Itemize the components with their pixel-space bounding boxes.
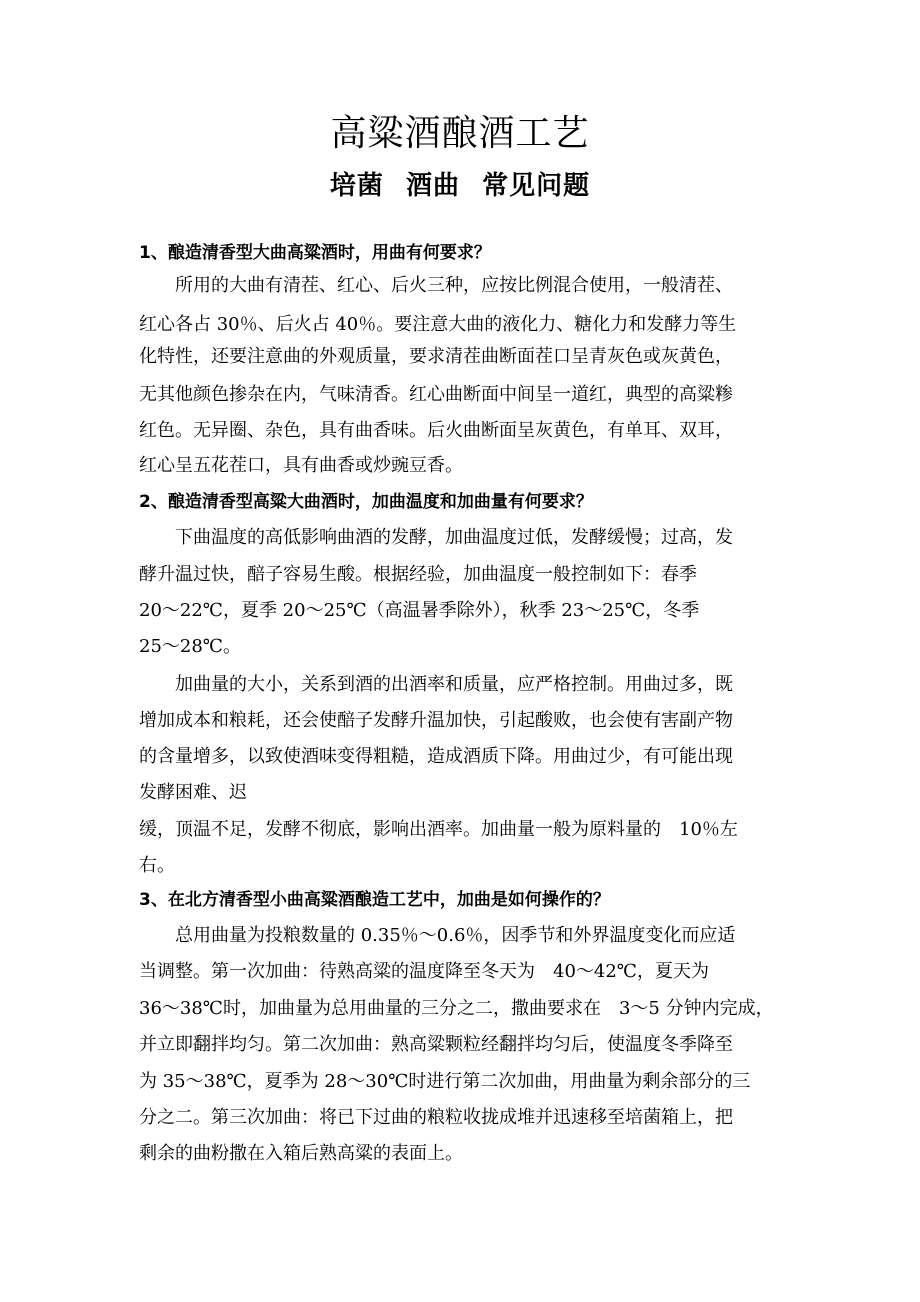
body-line: 右。: [139, 855, 175, 876]
body-line: 无其他颜色掺杂在内，气味清香。红心曲断面中间呈一道红，典型的高粱糁: [139, 384, 733, 405]
body-line: 为 35～38℃，夏季为 28～30℃时进行第二次加曲，用曲量为剩余部分的三: [139, 1071, 751, 1092]
body-line: 剩余的曲粉撒在入箱后熟高粱的表面上。: [139, 1143, 463, 1164]
body-line: 增加成本和粮耗，还会使醅子发酵升温加快，引起酸败，也会使有害副产物: [139, 710, 733, 731]
body-line: 发酵困难、迟: [139, 782, 247, 803]
subtitle-part: 培菌: [329, 171, 384, 201]
body-line: 并立即翻拌均匀。第二次加曲：熟高粱颗粒经翻拌均匀后，使温度冬季降至: [139, 1034, 733, 1055]
question-heading: 1、酿造清香型大曲高粱酒时，用曲有何要求？: [139, 243, 491, 263]
body-line: 加曲量的大小，关系到酒的出酒率和质量，应严格控制。用曲过多，既: [175, 674, 733, 695]
body-line: 25～28℃。: [139, 636, 241, 657]
body-line: 36～38℃时，加曲量为总用曲量的三分之二，撒曲要求在 3～5 分钟内完成，: [139, 998, 774, 1019]
subtitle-part: 酒曲: [405, 171, 460, 201]
body-line: 当调整。第一次加曲：待熟高粱的温度降至冬天为 40～42℃，夏天为: [139, 961, 709, 982]
body-line: 红色。无异圈、杂色，具有曲香味。后火曲断面呈灰黄色，有单耳、双耳，: [139, 420, 733, 441]
subtitle-part: 常见问题: [482, 171, 591, 201]
body-line: 红心呈五花茬口，具有曲香或炒豌豆香。: [139, 455, 463, 476]
body-line: 的含量增多，以致使酒味变得粗糙，造成酒质下降。用曲过少，有可能出现: [139, 746, 733, 767]
page-title: 高粱酒酿酒工艺: [330, 113, 590, 154]
question-heading: 3、在北方清香型小曲高粱酒酿造工艺中，加曲是如何操作的？: [139, 890, 610, 910]
body-line: 下曲温度的高低影响曲酒的发酵，加曲温度过低，发酵缓慢；过高，发: [175, 527, 733, 548]
body-line: 化特性，还要注意曲的外观质量，要求清茬曲断面茬口呈青灰色或灰黄色，: [139, 346, 733, 367]
question-heading: 2、酿造清香型高粱大曲酒时，加曲温度和加曲量有何要求？: [139, 492, 593, 512]
body-line: 20～22℃，夏季 20～25℃（高温暑季除外），秋季 23～25℃，冬季: [139, 600, 700, 621]
body-line: 红心各占 30％、后火占 40％。要注意大曲的液化力、糖化力和发酵力等生: [139, 314, 737, 335]
body-line: 所用的大曲有清茬、红心、后火三种，应按比例混合使用，一般清茬、: [175, 275, 733, 296]
page-subtitle: [0, 166, 920, 206]
body-line: 总用曲量为投粮数量的 0.35％～0.6％，因季节和外界温度变化而应适: [175, 925, 736, 946]
body-line: 缓，顶温不足，发酵不彻底，影响出酒率。加曲量一般为原料量的 10％左: [139, 819, 738, 840]
body-line: 酵升温过快，醅子容易生酸。根据经验，加曲温度一般控制如下：春季: [139, 564, 697, 585]
body-line: 分之二。第三次加曲：将已下过曲的粮粒收拢成堆并迅速移至培菌箱上，把: [139, 1107, 733, 1128]
